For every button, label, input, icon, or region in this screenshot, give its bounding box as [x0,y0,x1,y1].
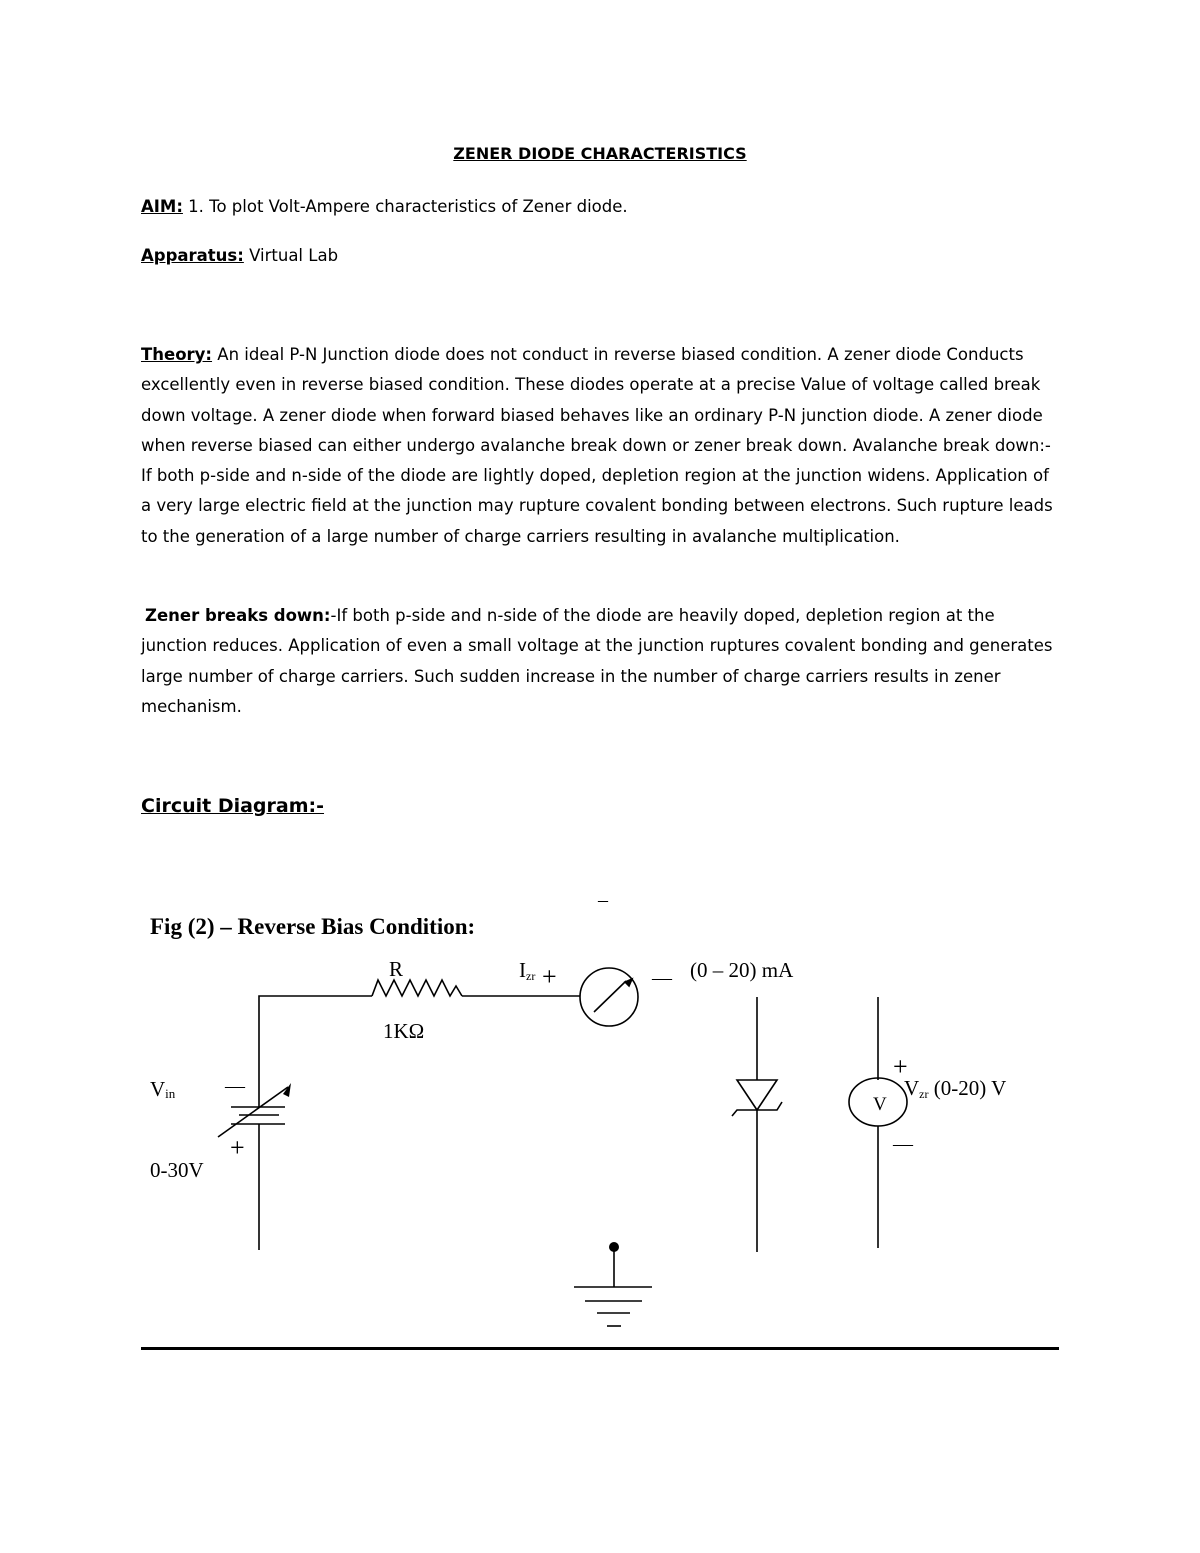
ammeter-needle [594,981,626,1012]
voltmeter-plus-sign: + [893,1052,908,1081]
voltage-label-main: V [904,1076,920,1100]
source-label [150,1077,176,1101]
current-label-subscript: zr [526,969,536,983]
resistor-symbol-label: R [389,957,404,981]
top-dash-mark: – [598,889,608,911]
source-plus-sign: + [230,1133,245,1162]
aim-text: 1. To plot Volt-Ampere characteristics of Zener diode. [182,197,628,216]
aim-line [141,192,628,222]
source-label-main: V [150,1077,166,1101]
ammeter-range-label: (0 – 20) mA [690,958,794,982]
zener-breakdown-text: -If both p-side and n-side of the diode are heavily doped, depletion region at the junction reduces. Application of even a small voltage at the junction ruptures covalent bonding and generates large number of charge carriers. Such sudden increase in the number of charge carriers results in zener mechanism. [141,606,1053,716]
reverse-bias-circuit-diagram [0,880,1200,1340]
source-range-label: 0-30V [150,1158,204,1182]
current-label [519,958,535,983]
horizontal-rule [141,1347,1059,1350]
source-minus-sign: — [225,1075,245,1097]
voltage-label-subscript: zr [919,1087,929,1101]
document-title: ZENER DIODE CHARACTERISTICS [453,144,747,163]
figure-caption: Fig (2) – Reverse Bias Condition: [150,914,476,939]
voltage-label [904,1076,1006,1101]
zener-breakdown-paragraph [141,601,1056,722]
current-label-main: I [519,958,526,982]
ammeter-plus-sign: + [542,962,557,991]
resistor-value-label: 1KΩ [383,1019,425,1043]
zener-diode-triangle [737,1080,777,1110]
aim-label: AIM: [141,197,183,216]
zener-breakdown-label: Zener breaks down: [145,606,331,625]
circuit-diagram-heading: Circuit Diagram:- [141,795,325,817]
voltmeter-range-label: (0-20) V [928,1076,1007,1100]
theory-text: An ideal P-N Junction diode does not conduct in reverse biased condition. A zener diode Conducts excellently even in reverse biased condition. These diodes operate at a precise Value of voltage called break down voltage. A zener diode when forward biased behaves like an ordinary P-N junction diode. A zener diode when reverse biased can either undergo avalanche break down or zener break down. Avalanche break down:-If both p-side and n-side of the diode are lightly doped, depletion region at the junction widens. Application of a very large electric field at the junction may rupture covalent bonding between electrons. Such rupture leads to the generation of a large number of charge carriers resulting in avalanche multiplication. [141,345,1053,546]
apparatus-text: Virtual Lab [243,246,339,265]
apparatus-line [141,241,338,271]
ground-node-dot [609,1242,619,1252]
theory-label: Theory: [141,345,213,364]
left-wire-upper [259,996,372,1107]
source-label-subscript: in [165,1086,176,1101]
voltmeter-minus-sign: — [893,1133,913,1155]
voltmeter-symbol: V [873,1094,887,1115]
theory-paragraph [141,340,1056,552]
ammeter-minus-sign: — [652,967,672,989]
resistor-zigzag [372,980,462,996]
apparatus-label: Apparatus: [141,246,244,265]
